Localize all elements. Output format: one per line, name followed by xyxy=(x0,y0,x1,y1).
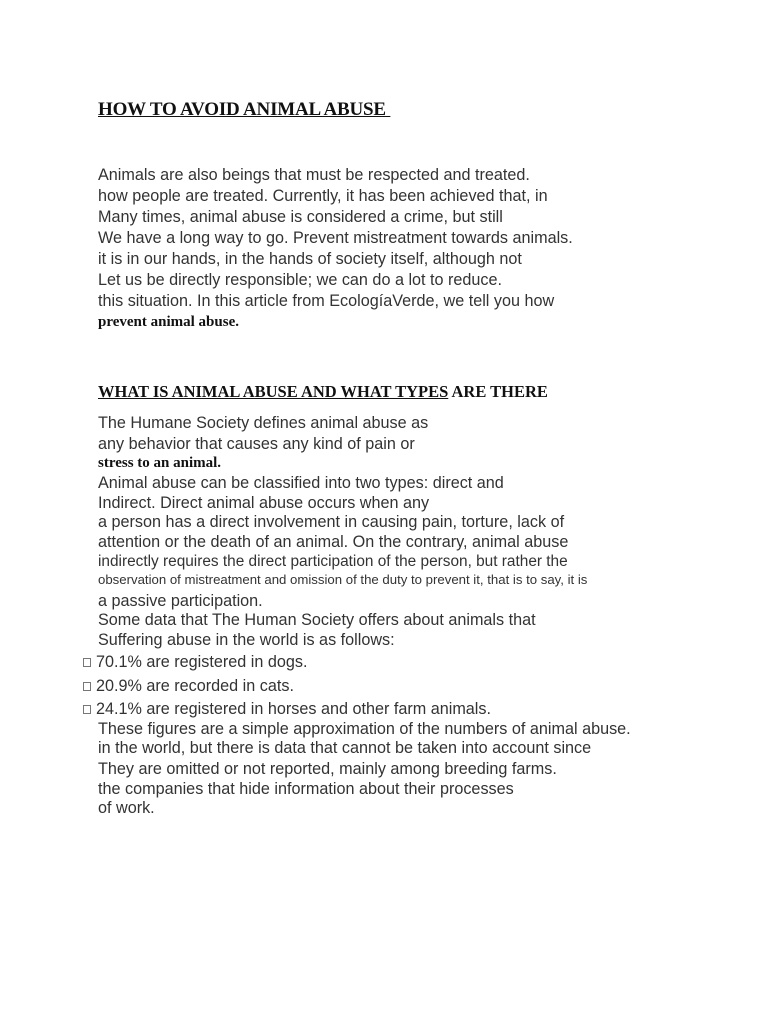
bullet-icon xyxy=(83,705,91,714)
intro-line-3: Many times, animal abuse is considered a crime, but still xyxy=(98,208,503,226)
page-title: HOW TO AVOID ANIMAL ABUSE xyxy=(98,99,391,120)
types-line-2: Indirect. Direct animal abuse occurs when any xyxy=(98,494,430,512)
definition-bold-line: stress to an animal. xyxy=(98,455,222,471)
closing-line-1: These figures are a simple approximation of the numbers of animal abuse. xyxy=(98,720,631,738)
bullet-icon xyxy=(83,682,91,691)
definition-line-2: any behavior that causes any kind of pain or xyxy=(98,435,415,453)
data-line-3: Suffering abuse in the world is as follows: xyxy=(98,631,395,649)
closing-line-5: of work. xyxy=(98,799,155,817)
section-heading xyxy=(98,382,548,402)
intro-line-4: We have a long way to go. Prevent mistreatment towards animals. xyxy=(98,229,573,247)
closing-line-2: in the world, but there is data that cannot be taken into account since xyxy=(98,739,592,757)
types-line-5: indirectly requires the direct participation of the person, but rather the xyxy=(98,553,568,570)
closing-line-4: the companies that hide information about their processes xyxy=(98,780,514,798)
data-line-2: Some data that The Human Society offers about animals that xyxy=(98,611,536,629)
intro-line-6: Let us be directly responsible; we can do a lot to reduce. xyxy=(98,271,503,289)
intro-bold-line: prevent animal abuse. xyxy=(98,314,239,330)
intro-line-7: this situation. In this article from EcologíaVerde, we tell you how xyxy=(98,292,555,310)
intro-line-1: Animals are also beings that must be respected and treated. xyxy=(98,166,530,184)
definition-line-1: The Humane Society defines animal abuse as xyxy=(98,414,429,432)
types-line-3: a person has a direct involvement in causing pain, torture, lack of xyxy=(98,513,565,531)
list-item: 20.9% are recorded in cats. xyxy=(83,677,294,696)
types-line-1: Animal abuse can be classified into two types: direct and xyxy=(98,474,504,492)
list-item: 24.1% are registered in horses and other farm animals. xyxy=(83,700,491,719)
intro-line-5: it is in our hands, in the hands of society itself, although not xyxy=(98,250,522,268)
intro-line-2: how people are treated. Currently, it has been achieved that, in xyxy=(98,187,548,205)
section-heading-underlined: WHAT IS ANIMAL ABUSE AND WHAT TYPES xyxy=(98,382,449,401)
types-small-line: observation of mistreatment and omission of the duty to prevent it, that is to say, it is xyxy=(98,572,588,587)
section-heading-rest: ARE THERE xyxy=(448,382,548,401)
types-line-4: attention or the death of an animal. On the contrary, animal abuse xyxy=(98,533,569,551)
closing-line-3: They are omitted or not reported, mainly among breeding farms. xyxy=(98,760,557,778)
data-line-1: a passive participation. xyxy=(98,592,263,610)
list-item: 70.1% are registered in dogs. xyxy=(83,653,307,672)
bullet-icon xyxy=(83,658,91,667)
